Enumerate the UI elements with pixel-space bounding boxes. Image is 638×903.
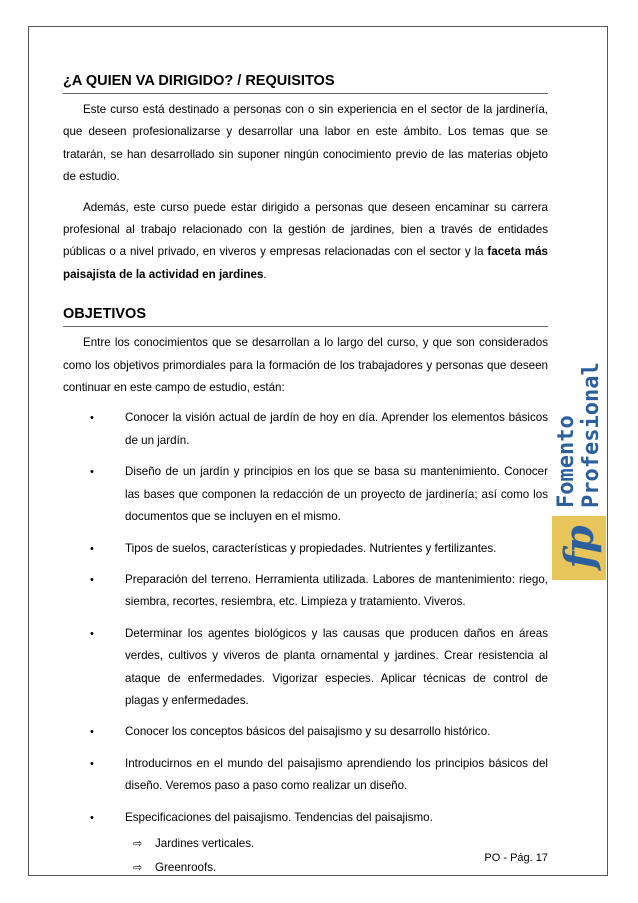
section-objetivos xyxy=(63,303,548,880)
section-title-requisitos: ¿A QUIEN VA DIRIGIDO? / REQUISITOS xyxy=(63,70,548,94)
arrow-right-icon: ⇨ xyxy=(133,862,143,875)
arrow-right-icon: ⇨ xyxy=(133,837,143,850)
objetivos-intro: Entre los conocimientos que se desarrollan a lo largo del curso, y que son considerados como los objetivos primordiales para la formación de los trabajadores y personas que deseen continuar en este campo de estudio, están: xyxy=(63,336,548,395)
section-title-objetivos: OBJETIVOS xyxy=(63,303,548,327)
bullet-icon: • xyxy=(90,627,94,640)
fp-logo-icon: fp xyxy=(552,516,606,580)
paragraph-2: Además, este curso puede estar dirigido a personas que deseen encaminar su carrera profesional al trabajo relacionado con la gestión de jardines, bien a través de entidades públicas o a nivel privado, en viveros y empresas relacionadas con el sector y la faceta más paisajista de la actividad en jardines. xyxy=(63,200,548,281)
list-item: • Determinar los agentes biológicos y las causas que producen daños en áreas verdes, cultivos y viveros de planta ornamental y jardines. Crear resistencia al ataque de enfermedades. Vigorizar especies. Aplicar técnicas de control de plagas y enfermedades. xyxy=(63,623,548,713)
list-item: • Introducirnos en el mundo del paisajismo aprendiendo los principios básicos del diseño. Veremos paso a paso como realizar un diseño. xyxy=(63,753,548,798)
bullet-icon: • xyxy=(90,573,94,586)
list-item: • Tipos de suelos, características y propiedades. Nutrientes y fertilizantes. xyxy=(63,538,548,560)
section-requisitos xyxy=(63,70,548,286)
list-item: • Conocer los conceptos básicos del paisajismo y su desarrollo histórico. xyxy=(63,721,548,743)
list-item: • Conocer la visión actual de jardín de hoy en día. Aprender los elementos básicos de un jardín. xyxy=(63,407,548,452)
list-item: • Especificaciones del paisajismo. Tendencias del paisajismo. ⇨ Jardines verticales. ⇨ Greenroofs. xyxy=(63,807,548,880)
logo-text: Fomento Profesional xyxy=(554,362,604,508)
bullet-icon: • xyxy=(90,726,94,739)
bullet-icon: • xyxy=(90,412,94,425)
page-number: PO - Pág. 17 xyxy=(484,852,548,864)
list-item: • Diseño de un jardín y principios en los que se basa su mantenimiento. Conocer las bases que componen la redacción de un proyecto de jardinería; así como los documentos que se incluyen en el mismo. xyxy=(63,461,548,528)
bullet-icon: • xyxy=(90,811,94,824)
sub-list-item: ⇨ Greenroofs. xyxy=(125,857,548,879)
bold-phrase: faceta más paisajista de la actividad en jardines xyxy=(63,245,548,281)
bullet-icon: • xyxy=(90,466,94,479)
objetivos-list xyxy=(63,407,548,879)
bullet-icon: • xyxy=(90,757,94,770)
fomento-profesional-logo xyxy=(548,330,610,580)
sub-list-item: ⇨ Jardines verticales. xyxy=(125,833,548,855)
paragraph-1: Este curso está destinado a personas con o sin experiencia en el sector de la jardinería, que deseen profesionalizarse y desarrollar una labor en este ámbito. Los temas que se tratarán, se han desarrollado sin suponer ningún conocimiento previo de las materias objeto de estudio. xyxy=(63,103,548,184)
list-item: • Preparación del terreno. Herramienta utilizada. Labores de mantenimiento: riego, siembra, recortes, resiembra, etc. Limpieza y tratamiento. Viveros. xyxy=(63,569,548,614)
bullet-icon: • xyxy=(90,542,94,555)
document-body xyxy=(63,70,548,889)
